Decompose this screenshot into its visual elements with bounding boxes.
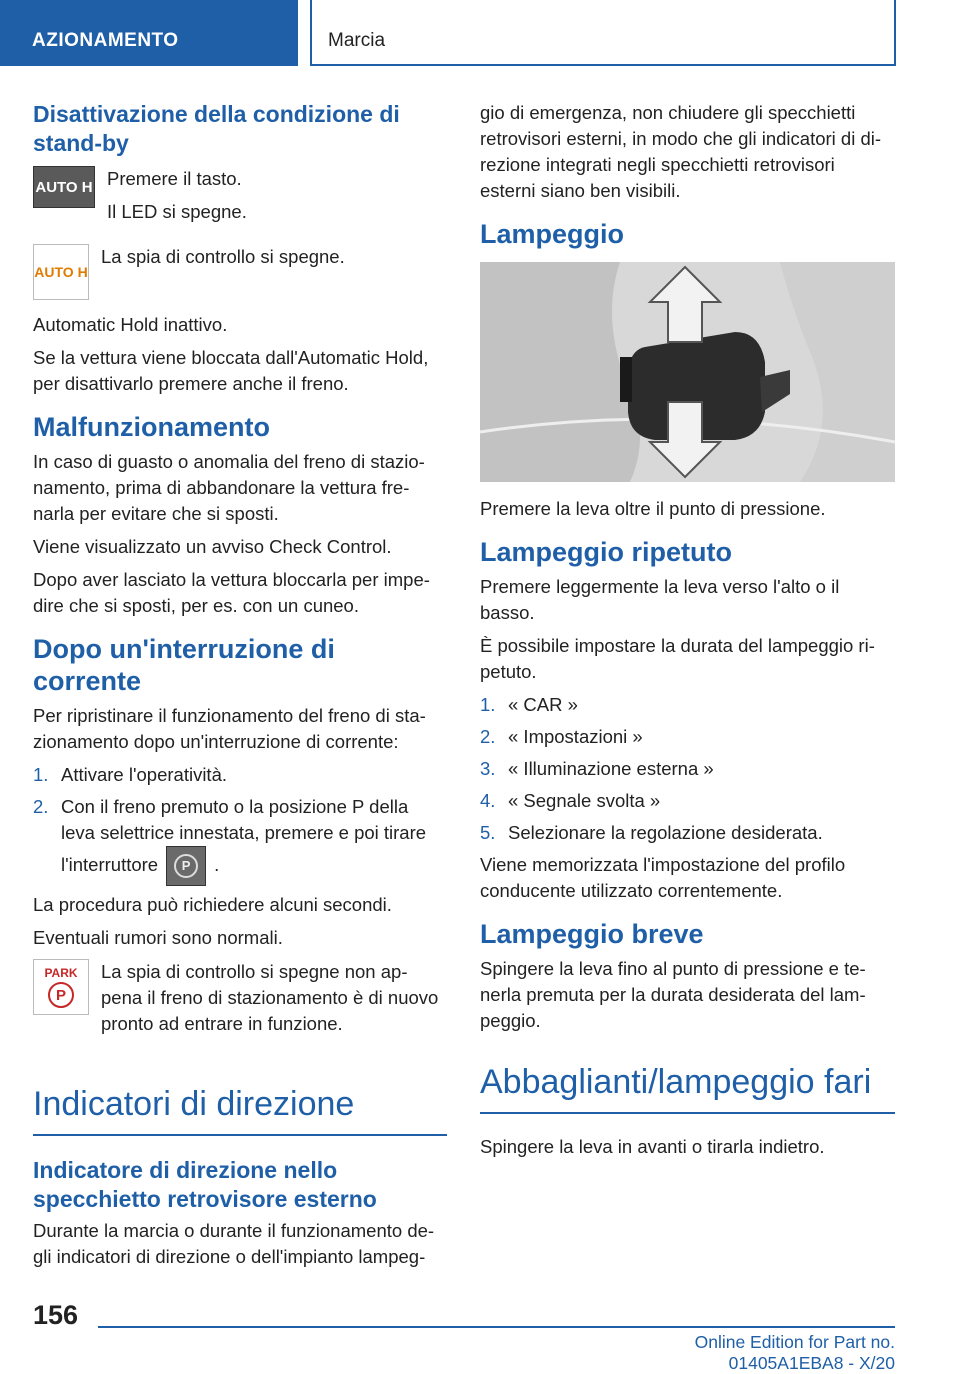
step-text: « Segnale svolta » [508,790,661,811]
page-number: 156 [33,1300,79,1330]
step-text: « Illuminazione esterna » [508,758,714,779]
list-item [480,724,895,750]
step-number: 1. [33,764,49,785]
section-box [310,0,896,66]
text-profile-saved: Viene memorizzata l'impostazione del profilo conducente utilizzato correntemente. [480,854,846,901]
text-repeated-2: È possibile impostare la durata del lampeggio ri-petuto. [480,635,875,682]
page-header [0,0,960,66]
text-indicator-off: La spia di controllo si spegne. [101,246,345,267]
text-led-off: Il LED si spegne. [107,201,247,222]
text-high-beams: Spingere la leva in avanti o tirarla indietro. [480,1136,825,1157]
text-noise-normal: Eventuali rumori sono normali. [33,927,283,948]
lever-illustration [480,262,895,482]
heading-turn-signals: Indicatori di direzione [33,1084,447,1136]
turn-signal-lever-photo [480,262,895,482]
step-text: Selezionare la regolazione desiderata. [508,822,823,843]
text-press-button: Premere il tasto. [107,168,242,189]
step-number: 3. [480,758,496,779]
step-text: « CAR » [508,694,578,715]
step-number: 1. [480,694,496,715]
text-mirror-indicator: Durante la marcia o durante il funzionamento de-gli indicatori di direzione o dell'impianto lampeg- [33,1220,435,1267]
heading-power-interruption: Dopo un'interruzione di corrente [33,634,335,696]
heading-malfunction: Malfunzionamento [33,412,270,442]
list-item [480,692,895,718]
step-number: 2. [33,796,49,817]
chapter-tab [0,0,298,66]
footer-divider [98,1326,895,1328]
step-number: 2. [480,726,496,747]
text-malfunction-1: In caso di guasto o anomalia del freno di stazio-namento, prima di abbandonare la vettura fre-narla per evitare che si sposti. [33,451,425,524]
text-malfunction-2: Viene visualizzato un avviso Check Control. [33,536,392,557]
text-locked-vehicle: Se la vettura viene bloccata dall'Automatic Hold, per disattivarlo premere anche il freno. [33,347,429,394]
step-text: « Impostazioni » [508,726,643,747]
park-indicator-icon [33,959,89,1015]
autoh-indicator-row [33,244,447,300]
text-malfunction-3: Dopo aver lasciato la vettura bloccarla per impe-dire che si sposti, per es. con un cuneo. [33,569,430,616]
parking-p-icon: P [174,854,198,878]
autoh-indicator-icon: AUTO H [33,244,89,300]
power-steps-list [33,762,447,886]
park-p-circle-icon: P [48,982,74,1008]
text-short-flashing: Spingere la leva fino al punto di pressione e te-nerla premuta per la durata desiderata del lam-peggio. [480,958,866,1031]
text-repeated-1: Premere leggermente la leva verso l'alto o il basso. [480,576,840,623]
section-title: Marcia [328,30,386,51]
heading-mirror-indicator: Indicatore di direzione nello specchietto retrovisore esterno [33,1157,377,1212]
text-mirror-indicator-cont: gio di emergenza, non chiudere gli specchietti retrovisori esterni, in modo che gli indicatori di di-rezione integrati negli specchietti retrovisori esterni siano ben visibili. [480,102,882,201]
autoh-button-icon: AUTO H [33,166,95,208]
right-column [480,100,895,1167]
list-item [33,794,447,886]
heading-high-beams: Abbaglianti/lampeggio fari [480,1062,895,1114]
heading-short-flashing: Lampeggio breve [480,919,704,949]
step-text: Attivare l'operatività. [61,764,227,785]
list-item [33,762,447,788]
left-column [33,100,447,1277]
step-tail: . [214,853,220,875]
list-item [480,820,895,846]
heading-repeated-flashing: Lampeggio ripetuto [480,537,732,567]
step-number: 4. [480,790,496,811]
heading-flashing: Lampeggio [480,219,625,249]
list-item [480,788,895,814]
text-flashing: Premere la leva oltre il punto di pressione. [480,498,826,519]
chapter-title: AZIONAMENTO [32,30,179,51]
parking-brake-switch-icon [166,846,206,886]
text-power-interruption: Per ripristinare il funzionamento del freno di sta-zionamento dopo un'interruzione di corrente: [33,705,426,752]
text-autohold-inactive: Automatic Hold inattivo. [33,314,228,335]
park-label: PARK [44,966,78,980]
step-text: Con il freno premuto o la posizione P della leva selettrice innestata, premere e poi tirare l'interruttore [61,796,427,875]
text-park-indicator: La spia di controllo si spegne non ap-pena il freno di stazionamento è di nuovo pronto ad entrare in funzione. [101,961,439,1034]
list-item [480,756,895,782]
text-procedure-time: La procedura può richiedere alcuni secondi. [33,894,392,915]
menu-steps-list [480,692,895,846]
step-number: 5. [480,822,496,843]
edition-note: Online Edition for Part no. 01405A1EBA8 - X/20 [694,1332,895,1373]
autoh-button-row [33,166,447,232]
park-indicator-row [33,959,447,1044]
heading-standby: Disattivazione della condizione di stand-by [33,101,400,156]
